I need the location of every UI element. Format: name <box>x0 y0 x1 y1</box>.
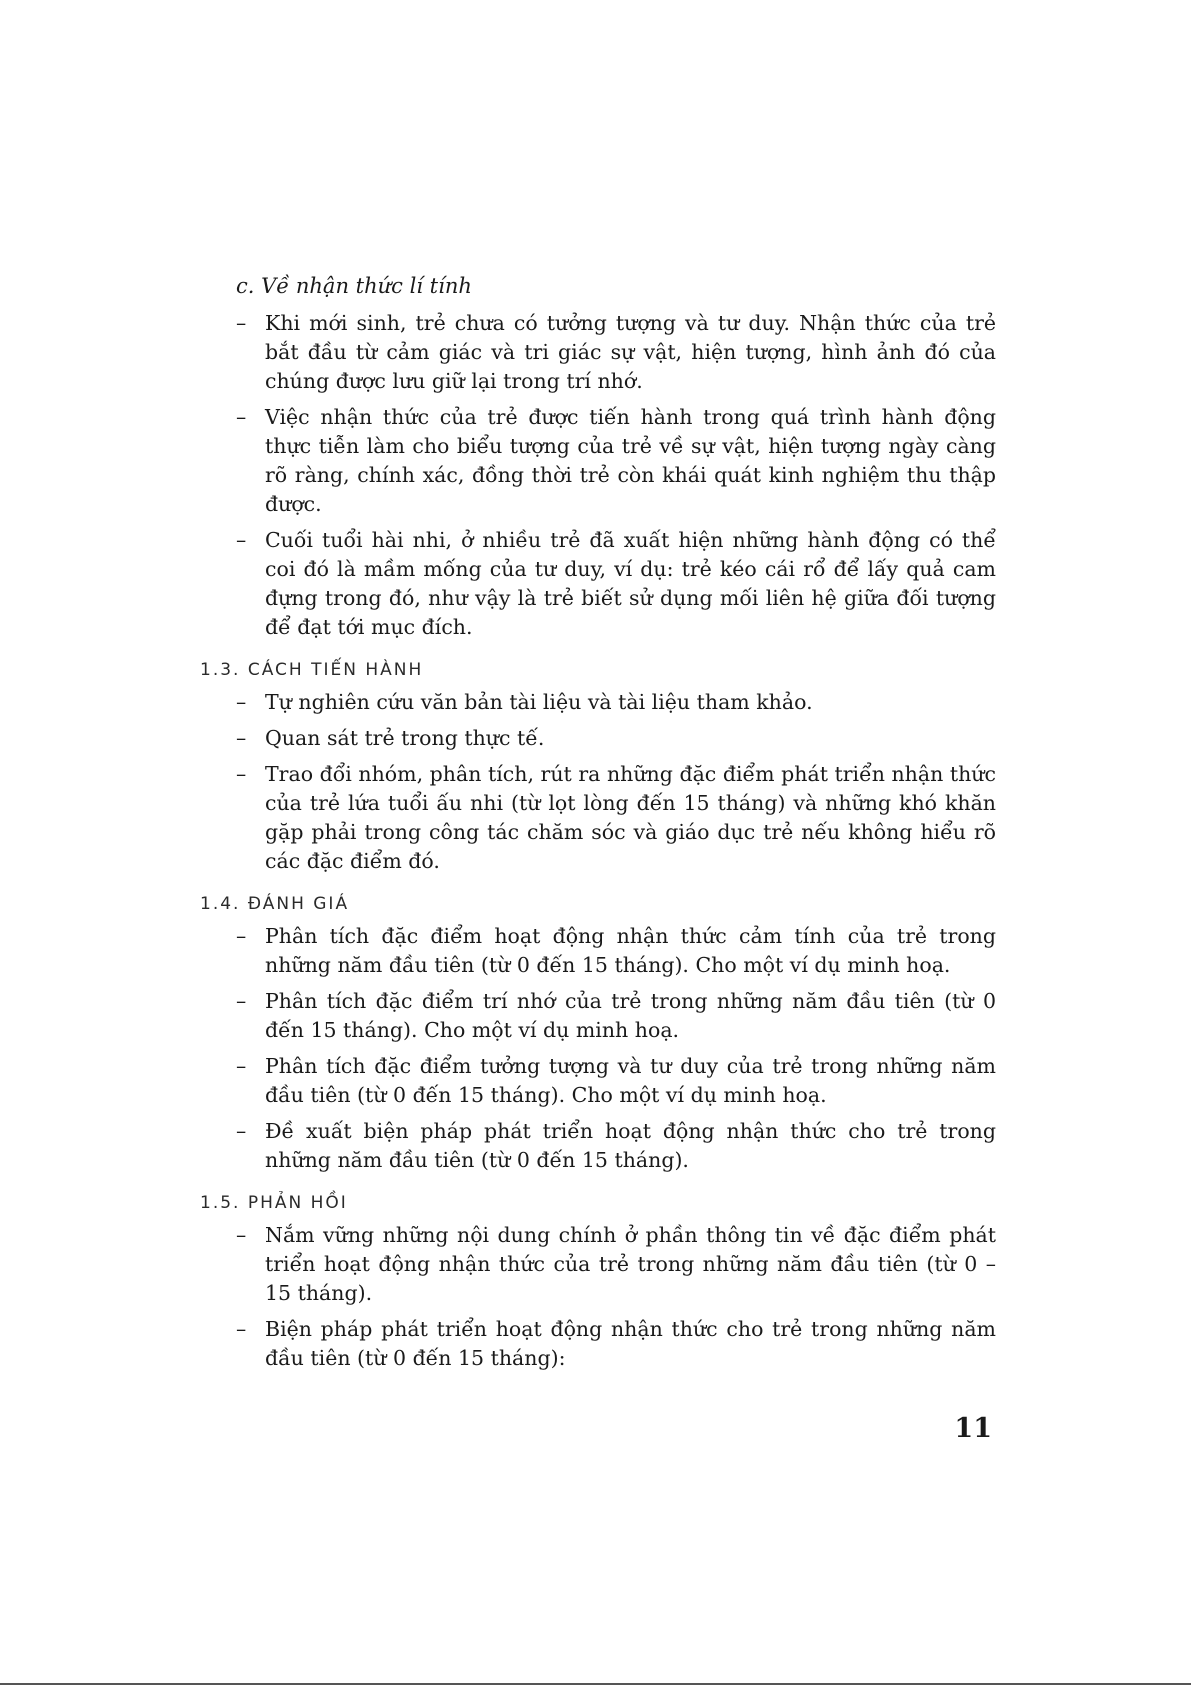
dash-bullet: – <box>236 1119 247 1143</box>
list-item <box>200 1221 996 1308</box>
dash-bullet: – <box>236 1317 247 1341</box>
list-item-text: Biện pháp phát triển hoạt động nhận thức cho trẻ trong những năm đầu tiên (từ 0 đến 15 tháng): <box>265 1317 996 1370</box>
section-1-3-heading: 1.3. CÁCH TIẾN HÀNH <box>200 660 424 680</box>
list-item-text: Việc nhận thức của trẻ được tiến hành trong quá trình hành động thực tiễn làm cho biểu tượng của trẻ về sự vật, hiện tượng ngày càng rõ ràng, chính xác, đồng thời trẻ còn khái quát kinh nghiệm thu thập được. <box>265 405 996 516</box>
list-item <box>200 987 996 1045</box>
list-item <box>200 403 996 519</box>
dash-bullet: – <box>236 762 247 786</box>
list-item-text: Phân tích đặc điểm tưởng tượng và tư duy của trẻ trong những năm đầu tiên (từ 0 đến 15 tháng). Cho một ví dụ minh hoạ. <box>265 1054 996 1107</box>
dash-bullet: – <box>236 924 247 948</box>
list-item-text: Khi mới sinh, trẻ chưa có tưởng tượng và tư duy. Nhận thức của trẻ bắt đầu từ cảm giác và tri giác sự vật, hiện tượng, hình ảnh đó của chúng được lưu giữ lại trong trí nhớ. <box>265 311 996 393</box>
section-1-4-list <box>200 922 996 1175</box>
list-item-text: Tự nghiên cứu văn bản tài liệu và tài liệu tham khảo. <box>265 690 813 714</box>
dash-bullet: – <box>236 1223 247 1247</box>
list-item-text: Phân tích đặc điểm hoạt động nhận thức cảm tính của trẻ trong những năm đầu tiên (từ 0 đến 15 tháng). Cho một ví dụ minh hoạ. <box>265 924 996 977</box>
list-item <box>200 724 996 753</box>
dash-bullet: – <box>236 528 247 552</box>
section-1-5-list <box>200 1221 996 1373</box>
list-item-text: Nắm vững những nội dung chính ở phần thông tin về đặc điểm phát triển hoạt động nhận thức của trẻ trong những năm đầu tiên (từ 0 – 15 tháng). <box>265 1223 996 1305</box>
dash-bullet: – <box>236 405 247 429</box>
list-item <box>200 1315 996 1373</box>
page-number: 11 <box>954 1413 992 1444</box>
list-item <box>200 1117 996 1175</box>
dash-bullet: – <box>236 989 247 1013</box>
section-1-4-heading: 1.4. ĐÁNH GIÁ <box>200 894 350 914</box>
dash-bullet: – <box>236 311 247 335</box>
section-1-5-heading: 1.5. PHẢN HỒI <box>200 1193 348 1213</box>
list-item-text: Quan sát trẻ trong thực tế. <box>265 726 545 750</box>
dash-bullet: – <box>236 690 247 714</box>
list-item <box>200 760 996 876</box>
page-content <box>200 272 996 1380</box>
section-1-3-list <box>200 688 996 876</box>
list-item <box>200 526 996 642</box>
dash-bullet: – <box>236 1054 247 1078</box>
dash-bullet: – <box>236 726 247 750</box>
list-item-text: Trao đổi nhóm, phân tích, rút ra những đặc điểm phát triển nhận thức của trẻ lứa tuổi ấu nhi (từ lọt lòng đến 15 tháng) và những khó khăn gặp phải trong công tác chăm sóc và giáo dục trẻ nếu không hiểu rõ các đặc điểm đó. <box>265 762 996 873</box>
subsection-c-title: c. Về nhận thức lí tính <box>236 274 472 298</box>
list-item-text: Đề xuất biện pháp phát triển hoạt động nhận thức cho trẻ trong những năm đầu tiên (từ 0 đến 15 tháng). <box>265 1119 996 1172</box>
list-item <box>200 309 996 396</box>
list-item-text: Cuối tuổi hài nhi, ở nhiều trẻ đã xuất hiện những hành động có thể coi đó là mầm mống của tư duy, ví dụ: trẻ kéo cái rổ để lấy quả cam đựng trong đó, như vậy là trẻ biết sử dụng mối liên hệ giữa đối tượng để đạt tới mục đích. <box>265 528 996 639</box>
list-item <box>200 922 996 980</box>
list-item <box>200 688 996 717</box>
list-item <box>200 1052 996 1110</box>
subsection-c-list <box>200 309 996 642</box>
list-item-text: Phân tích đặc điểm trí nhớ của trẻ trong những năm đầu tiên (từ 0 đến 15 tháng). Cho một ví dụ minh hoạ. <box>265 989 996 1042</box>
